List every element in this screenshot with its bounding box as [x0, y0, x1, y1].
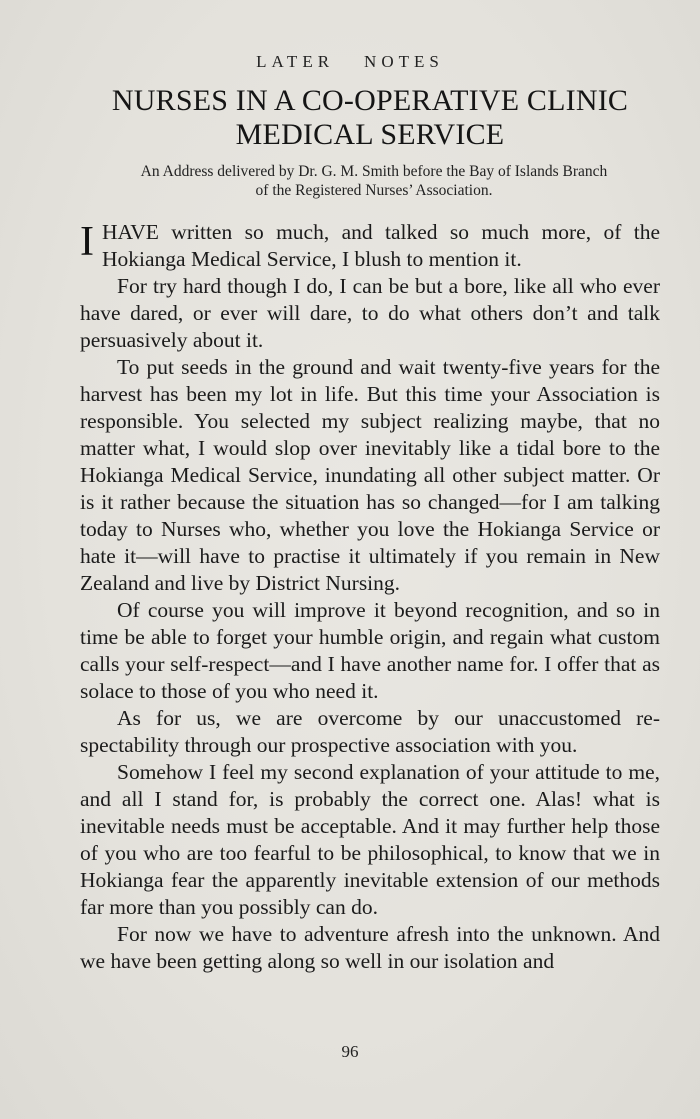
paragraph-7: For now we have to adventure afresh into the unknown. And we have been getting along so well in our isolation and	[80, 922, 660, 973]
paragraph-1-text: HAVE written so much, and talked so much more, of the Hokianga Medical Service, I blush to mention it.	[102, 220, 660, 271]
article-title-line-1: NURSES IN A CO-OPERATIVE CLINIC	[111, 84, 629, 117]
paragraph-4: Of course you will improve it beyond recognition, and so in time be able to forget your humble origin, and regain what custom calls your self-respect—and I have another name for. I offer that as solace to those of you who need it.	[80, 598, 660, 703]
article-subtitle-line-1: An Address delivered by Dr. G. M. Smith before the Bay of Islands Branch	[140, 163, 608, 180]
running-head-left: LATER	[256, 52, 335, 71]
paragraph-1	[80, 219, 660, 273]
article-title	[60, 84, 680, 152]
drop-cap: I	[80, 219, 94, 265]
paragraph-2: For try hard though I do, I can be but a bore, like all who ever have dared, or ever will dare, to do what others don’t and talk persuasively about it.	[80, 274, 660, 352]
paragraph-6: Somehow I feel my second explanation of your attitude to me, and all I stand for, is probably the correct one. Alas! what is inevitable needs must be acceptable. And it may further help those of you who are too fearful to be philosophical, to know that we in Hokianga fear the apparently inevitable extension of our methods far more than you possibly can do.	[80, 760, 660, 919]
article-title-line-2: MEDICAL SERVICE	[235, 118, 505, 151]
paragraph-5: As for us, we are overcome by our unaccustomed respectability through our prospective association with you.	[80, 706, 660, 757]
running-head-right: NOTES	[364, 52, 444, 71]
article-subtitle-line-2: of the Registered Nurses’ Association.	[255, 182, 493, 199]
running-head	[0, 52, 700, 72]
page-number: 96	[341, 1042, 359, 1061]
article-body	[80, 219, 660, 975]
paragraph-3: To put seeds in the ground and wait twenty-five years for the harvest has been my lot in life. But this time your Association is responsible. You selected my subject realizing maybe, that no matter what, I would slop over inevitably like a tidal bore to the Hokianga Medical Service, inundating all other subject matter. Or is it rather because the situation has so changed—for I am talking today to Nurses who, whether you love the Hokianga Service or hate it—will have to practise it ultimately if you remain in New Zealand and live by District Nursing.	[80, 355, 660, 595]
article-subtitle	[84, 162, 664, 200]
